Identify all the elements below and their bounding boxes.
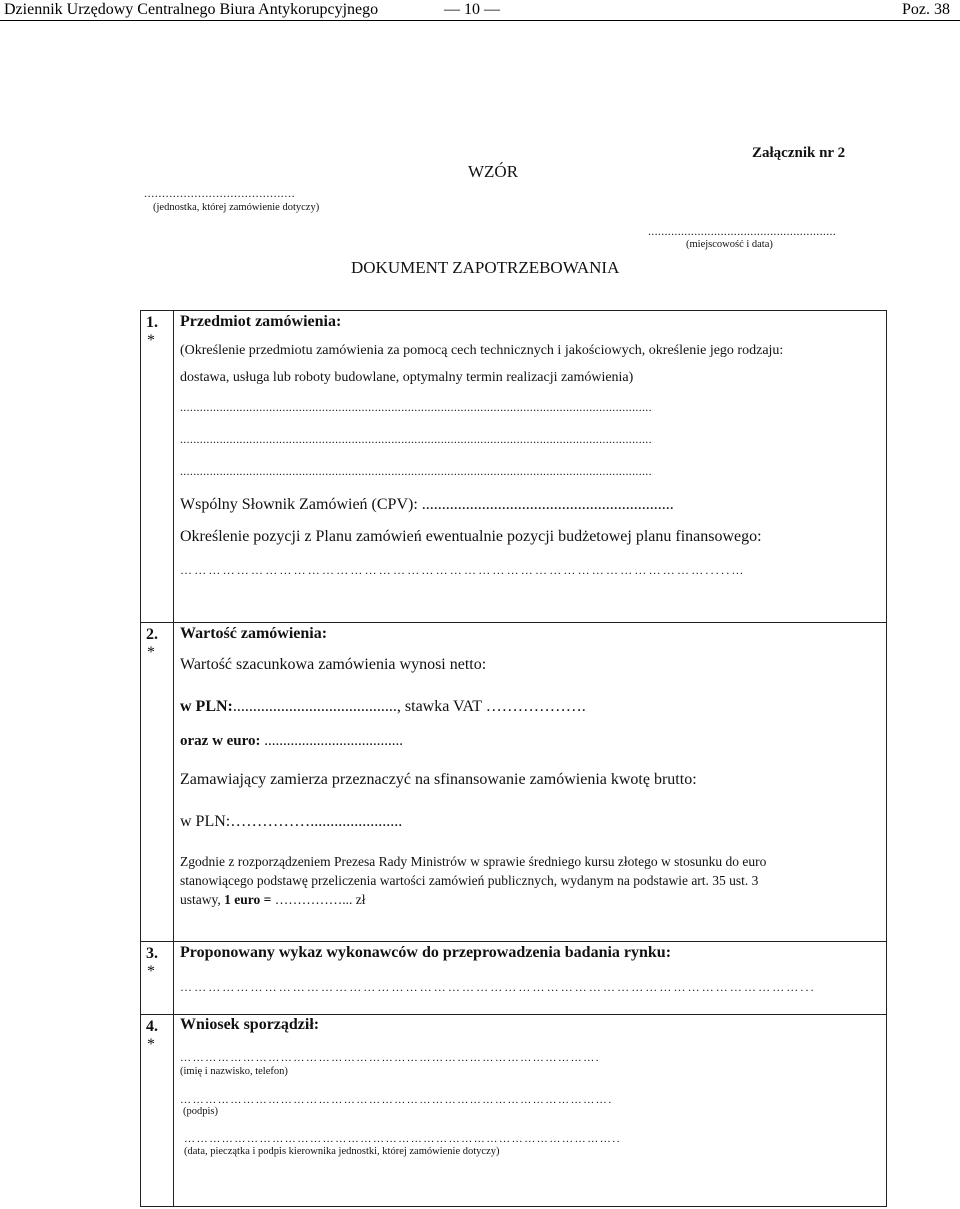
- regulation-line-2: stanowiącego podstawę przeliczenia wartości zamówień publicznych, wydanym na podstawie art. 35 ust. 3: [180, 873, 759, 888]
- unit-caption: (jednostka, której zamówienie dotyczy): [153, 202, 320, 213]
- section-1-dots-2: ...............................................................................................................................................: [180, 432, 652, 446]
- pln-brutto-line: w PLN:…………….......................: [180, 813, 403, 830]
- euro-label: oraz w euro:: [180, 733, 261, 749]
- euro-dots: .....................................: [260, 733, 404, 749]
- euro-rate-label: 1 euro =: [224, 892, 272, 907]
- table-border-top: [140, 310, 887, 311]
- section-4-star: *: [147, 1036, 155, 1053]
- euro-line: [180, 733, 403, 750]
- estimate-line: Wartość szacunkowa zamówienia wynosi netto:: [180, 656, 487, 673]
- section-3-heading: Proponowany wykaz wykonawców do przeprowadzenia badania rynku:: [180, 944, 672, 961]
- name-phone-caption: (imię i nazwisko, telefon): [180, 1066, 288, 1077]
- pln-label: w PLN:: [180, 698, 233, 715]
- row-divider-3: [140, 1014, 887, 1015]
- section-1-number: 1.: [146, 314, 158, 331]
- section-3-star: *: [147, 963, 155, 980]
- pln-vat-dots: ........................................., stawka VAT ……………….: [232, 698, 586, 715]
- place-dots: .........................................................: [648, 224, 837, 238]
- page-number: — 10 —: [444, 1, 500, 18]
- section-2-heading: Wartość zamówienia:: [180, 625, 328, 642]
- plan-dots: ………………………………………………………………………………………………….....…: [180, 563, 746, 577]
- regulation-ustawy: ustawy,: [180, 892, 225, 907]
- section-4-number: 4.: [146, 1018, 158, 1035]
- section-2-number: 2.: [146, 626, 158, 643]
- table-column-divider: [173, 310, 174, 1207]
- pln-net-line: [180, 698, 586, 716]
- brutto-line: Zamawiający zamierza przeznaczyć na sfinansowanie zamówienia kwotę brutto:: [180, 771, 697, 788]
- section-1-dots-1: ...............................................................................................................................................: [180, 400, 652, 414]
- section-4-heading: Wniosek sporządził:: [180, 1016, 320, 1033]
- section-1-star: *: [147, 332, 155, 349]
- header-rule: [0, 20, 960, 21]
- section-1-dots-3: ...............................................................................................................................................: [180, 464, 652, 478]
- plan-line: Określenie pozycji z Planu zamówień ewentualnie pozycji budżetowej planu finansowego:: [180, 528, 762, 545]
- regulation-line-3: [180, 892, 365, 908]
- table-border-bottom: [140, 1206, 887, 1207]
- unit-dots: ..........................................: [144, 186, 296, 200]
- section-1-desc-line1: (Określenie przedmiotu zamówienia za pomocą cech technicznych i jakościowych, określenie jego rodzaju:: [180, 343, 784, 358]
- name-phone-dots: ……………………………………………………………………………………….: [180, 1052, 601, 1064]
- annex-label: Załącznik nr 2: [752, 145, 846, 161]
- row-divider-1: [140, 622, 887, 623]
- section-1-desc-line2: dostawa, usługa lub roboty budowlane, optymalny termin realizacji zamówienia): [180, 370, 634, 385]
- head-signature-caption: (data, pieczątka i podpis kierownika jednostki, której zamówienie dotyczy): [184, 1146, 500, 1157]
- position-number: Poz. 38: [902, 1, 950, 18]
- section-1-heading: Przedmiot zamówienia:: [180, 313, 342, 330]
- template-label: WZÓR: [468, 162, 519, 181]
- table-border-left: [140, 310, 141, 1207]
- section-2-star: *: [147, 644, 155, 661]
- signature-caption: (podpis): [183, 1106, 218, 1117]
- cpv-line: Wspólny Słownik Zamówień (CPV): ...............................................................: [180, 496, 674, 513]
- document-title: DOKUMENT ZAPOTRZEBOWANIA: [351, 258, 620, 277]
- euro-rate-dots: ……………... zł: [271, 892, 366, 907]
- signature-dots: ………………………………………………………………………………………….: [180, 1094, 613, 1106]
- regulation-line-1: Zgodnie z rozporządzeniem Prezesa Rady Ministrów w sprawie średniego kursu złotego w stosunku do euro: [180, 854, 767, 869]
- place-caption: (miejscowość i data): [686, 239, 773, 250]
- table-border-right: [886, 310, 887, 1207]
- section-3-number: 3.: [146, 945, 158, 962]
- journal-title: Dziennik Urzędowy Centralnego Biura Antykorupcyjnego: [4, 1, 379, 18]
- section-3-dots: ……………………………………………………………………………………………………………………...: [180, 980, 816, 994]
- head-signature-dots: …………………………………………………………………………………………..: [184, 1133, 622, 1145]
- row-divider-2: [140, 941, 887, 942]
